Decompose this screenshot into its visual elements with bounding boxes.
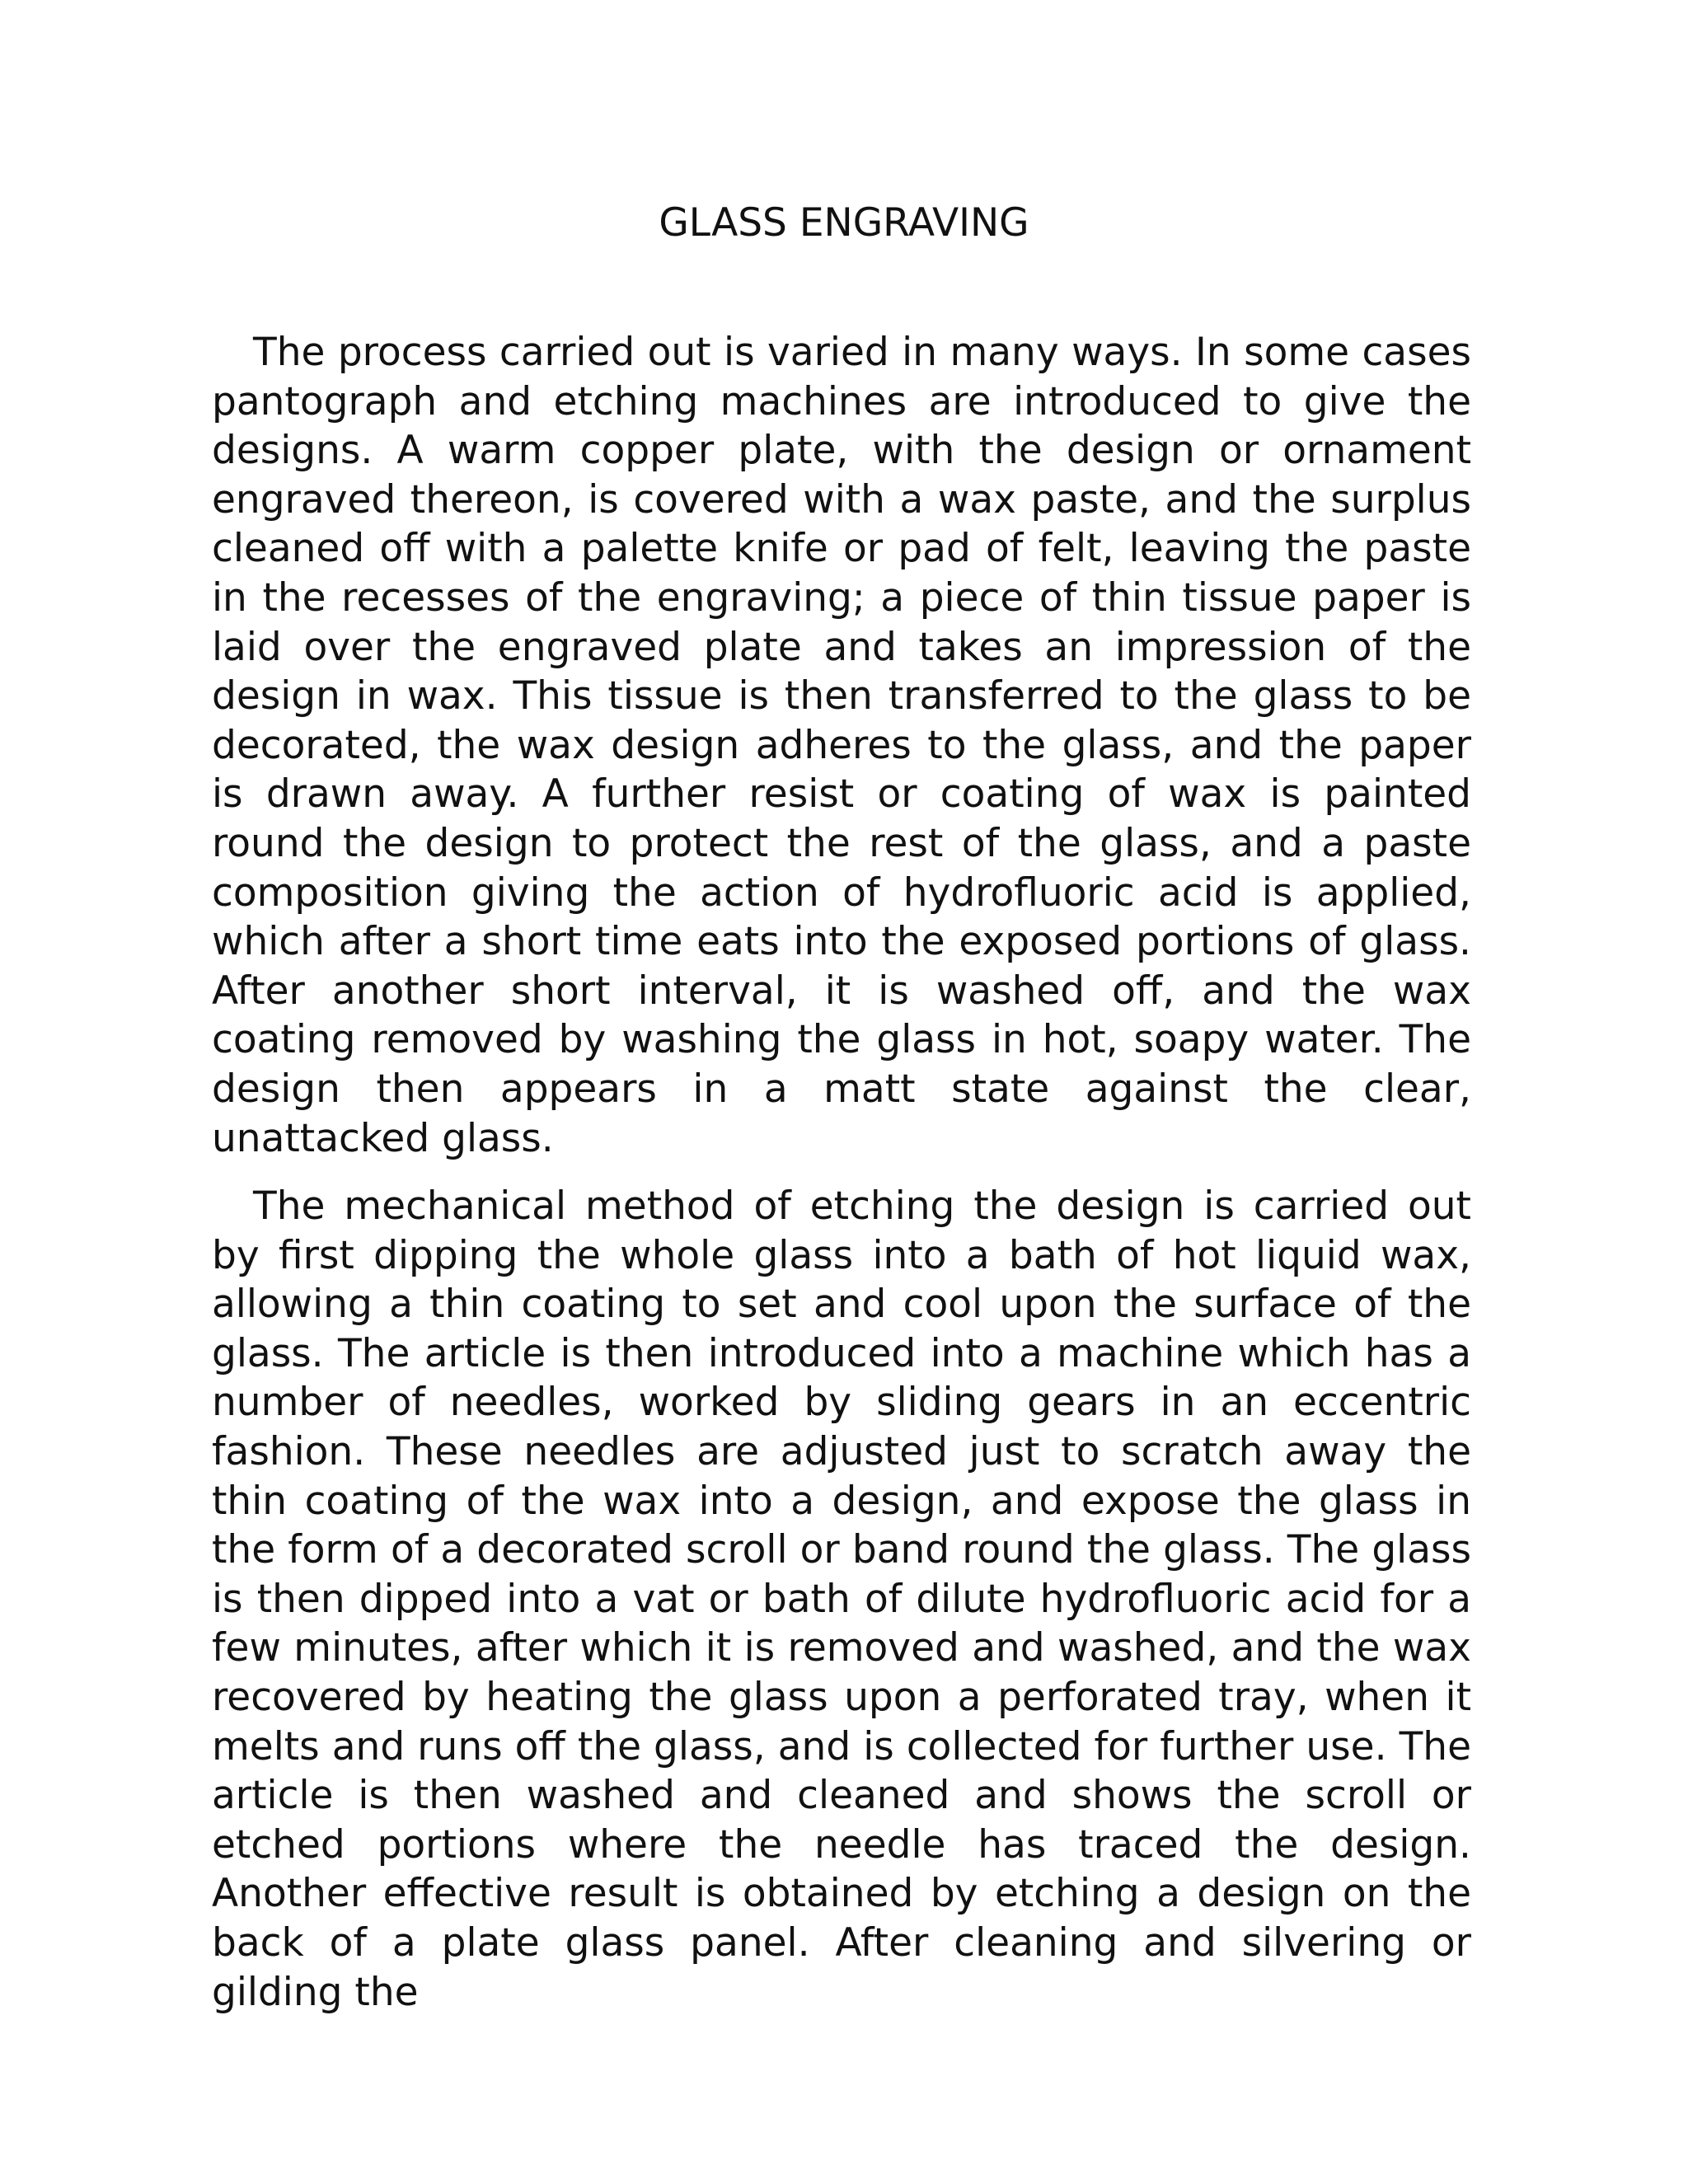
paragraph-2: The mechanical method of etching the design is carried out by first dipping the whole glass into a bath of hot liquid wax, allowing a thin coating to set and cool upon the surface of the glass. The article is then introduced into a machine which has a number of needles, worked by sliding gears in an eccentric fashion. These needles are adjusted just to scratch away the thin coating of the wax into a design, and expose the glass in the form of a decorated scroll or band round the glass. The glass is then dipped into a vat or bath of dilute hydrofluoric acid for a few minutes, after which it is removed and washed, and the wax recovered by heating the glass upon a perforated tray, when it melts and runs off the glass, and is collected for further use. The article is then washed and cleaned and shows the scroll or etched portions where the needle has traced the design. Another effective result is obtained by etching a design on the back of a plate glass panel. After cleaning and silvering or gilding the	[212, 1183, 1471, 2015]
paragraph-1: The process carried out is varied in many ways. In some cases pantograph and etching machines are introduced to give the designs. A warm copper plate, with the design or ornament engraved thereon, is covered with a wax paste, and the surplus cleaned off with a palette knife or pad of felt, leaving the paste in the recesses of the engraving; a piece of thin tissue paper is laid over the engraved plate and takes an impression of the design in wax. This tissue is then transferred to the glass to be decorated, the wax design adheres to the glass, and the paper is drawn away. A further resist or coating of wax is painted round the design to protect the rest of the glass, and a paste composition giving the action of hydrofluoric acid is applied, which after a short time eats into the exposed portions of glass. After another short interval, it is washed off, and the wax coating removed by washing the glass in hot, soapy water. The design then appears in a matt state against the clear, unattacked glass.	[212, 330, 1471, 1161]
document-body	[212, 328, 1471, 2036]
page-title: GLASS ENGRAVING	[659, 200, 1029, 246]
